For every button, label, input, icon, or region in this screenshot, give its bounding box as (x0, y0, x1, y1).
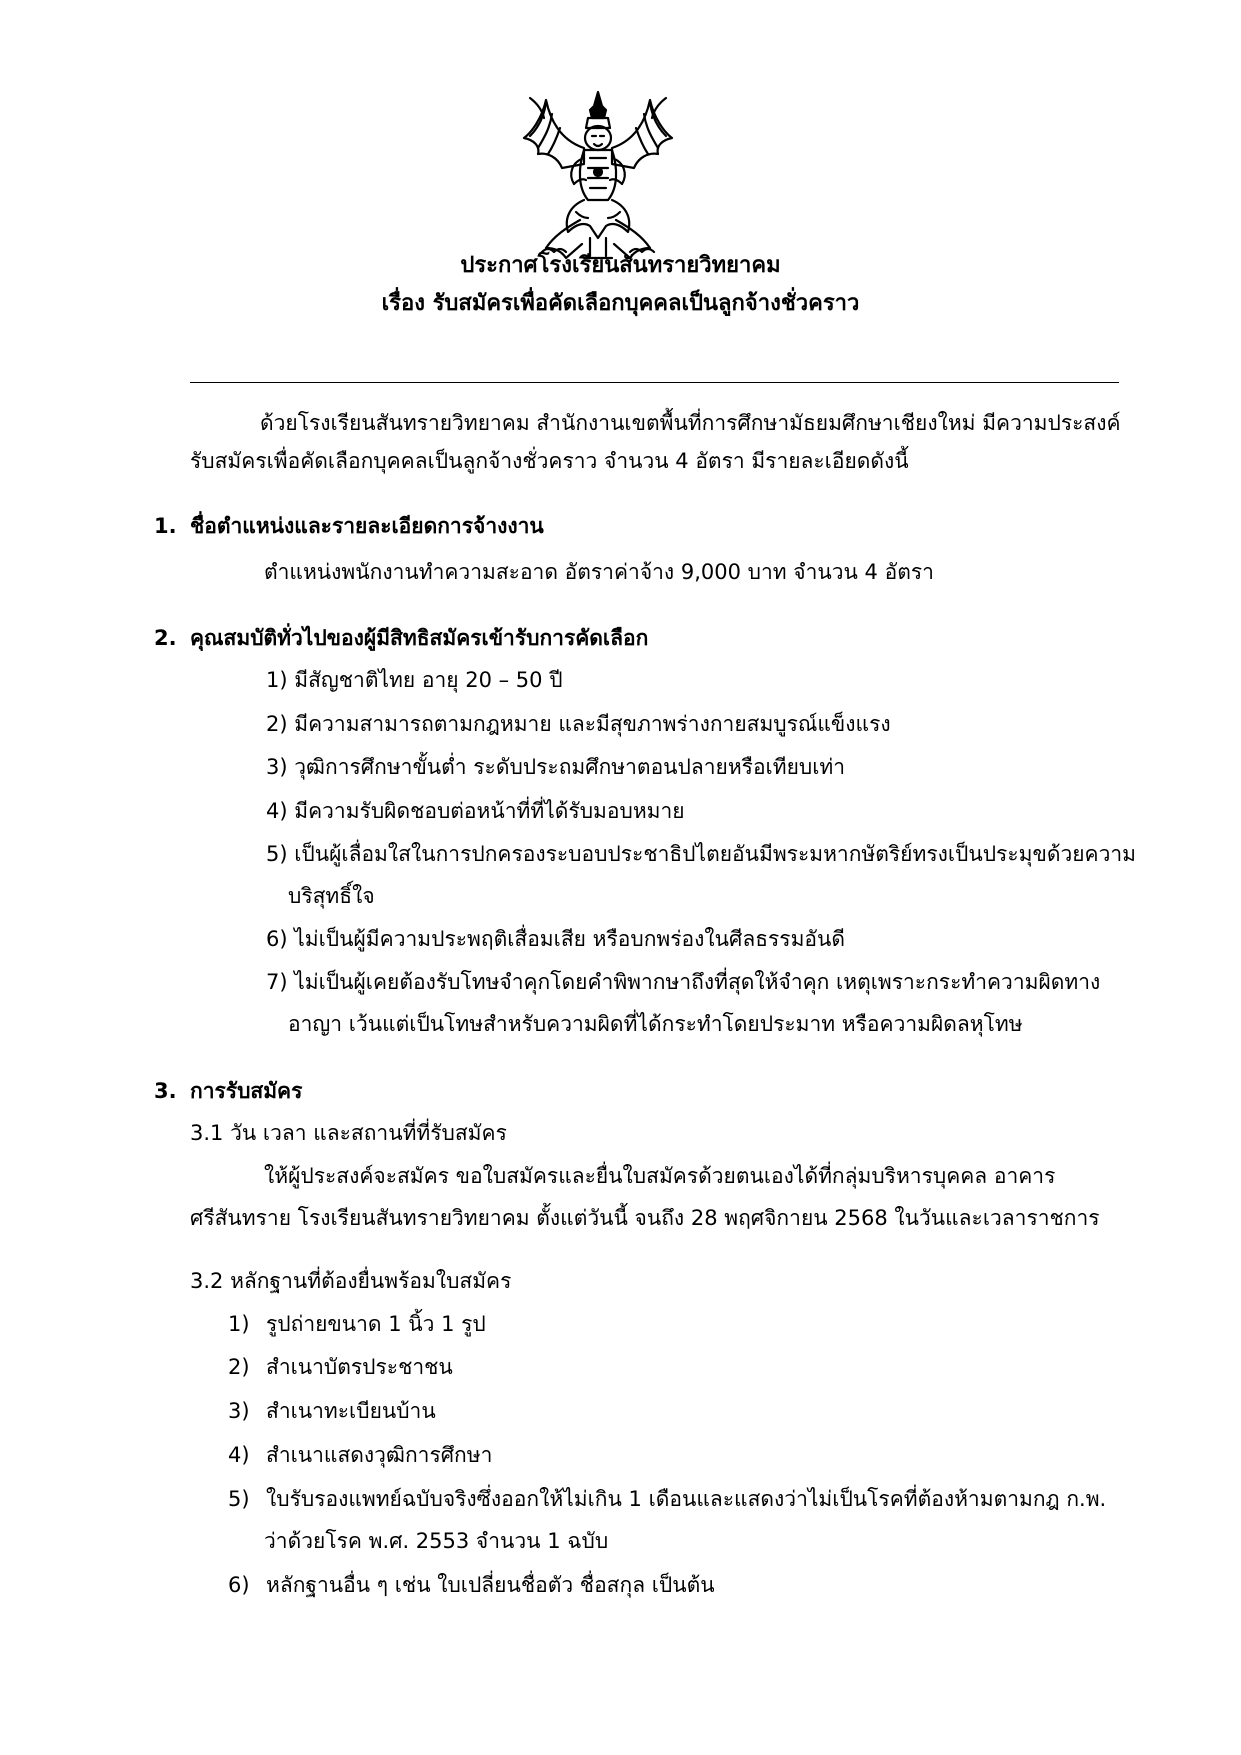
qualification-item: 5) เป็นผู้เลื่อมใสในการปกครองระบอบประชาธิปไตยอันมีพระมหากษัตริย์ทรงเป็นประมุขด้วยความ (266, 842, 1137, 866)
section-1-heading: ชื่อตำแหน่งและรายละเอียดการจ้างงาน (190, 514, 544, 538)
document-item-continuation: ว่าด้วยโรค พ.ศ. 2553 จำนวน 1 ฉบับ (264, 1529, 609, 1553)
document-item-text: สำเนาบัตรประชาชน (266, 1355, 453, 1379)
document-item-text: รูปถ่ายขนาด 1 นิ้ว 1 รูป (266, 1312, 486, 1336)
document-item-text: ใบรับรองแพทย์ฉบับจริงซึ่งออกให้ไม่เกิน 1 เดือนและแสดงว่าไม่เป็นโรคที่ต้องห้ามตามกฎ ก.พ. (266, 1487, 1107, 1511)
section-3-1-line-2: ศรีสันทราย โรงเรียนสันทรายวิทยาคม ตั้งแต่วันนี้ จนถึง 28 พฤศจิกายน 2568 ในวันและเวลาราชการ (190, 1206, 1100, 1230)
document-item-number: 1) (228, 1312, 250, 1336)
document-item-text: สำเนาแสดงวุฒิการศึกษา (266, 1443, 493, 1467)
section-3-number: 3. (154, 1079, 177, 1103)
intro-line-1: ด้วยโรงเรียนสันทรายวิทยาคม สำนักงานเขตพื้นที่การศึกษามัธยมศึกษาเชียงใหม่ มีความประสงค์ (260, 411, 1121, 435)
qualification-item-continuation: บริสุทธิ์ใจ (288, 884, 375, 908)
section-2-heading: คุณสมบัติทั่วไปของผู้มีสิทธิสมัครเข้ารับการคัดเลือก (190, 626, 649, 650)
garuda-emblem-icon (518, 88, 678, 264)
document-item-number: 2) (228, 1355, 250, 1379)
document-item-number: 4) (228, 1443, 250, 1467)
qualification-item: 1) มีสัญชาติไทย อายุ 20 – 50 ปี (266, 668, 563, 692)
section-1-position: ตำแหน่งพนักงานทำความสะอาด อัตราค่าจ้าง 9,000 บาท จำนวน 4 อัตรา (264, 560, 934, 584)
qualification-item: 7) ไม่เป็นผู้เคยต้องรับโทษจำคุกโดยคำพิพากษาถึงที่สุดให้จำคุก เหตุเพราะกระทำความผิดทาง (266, 970, 1101, 994)
qualification-item-continuation: อาญา เว้นแต่เป็นโทษสำหรับความผิดที่ได้กระทำโดยประมาท หรือความผิดลหุโทษ (288, 1012, 1023, 1036)
intro-line-2: รับสมัครเพื่อคัดเลือกบุคคลเป็นลูกจ้างชั่วคราว จำนวน 4 อัตรา มีรายละเอียดดังนี้ (190, 449, 909, 473)
section-3-1-heading: 3.1 วัน เวลา และสถานที่ที่รับสมัคร (190, 1121, 507, 1145)
section-2-number: 2. (154, 626, 177, 650)
qualification-item: 6) ไม่เป็นผู้มีความประพฤติเสื่อมเสีย หรือบกพร่องในศีลธรรมอันดี (266, 927, 846, 951)
document-item-number: 6) (228, 1573, 250, 1597)
announcement-subject: เรื่อง รับสมัครเพื่อคัดเลือกบุคคลเป็นลูกจ้างชั่วคราว (381, 291, 860, 316)
document-item-text: สำเนาทะเบียนบ้าน (266, 1399, 436, 1423)
qualification-item: 4) มีความรับผิดชอบต่อหน้าที่ที่ได้รับมอบหมาย (266, 799, 685, 823)
qualification-item: 3) วุฒิการศึกษาขั้นต่ำ ระดับประถมศึกษาตอนปลายหรือเทียบเท่า (266, 755, 846, 779)
section-3-2-heading: 3.2 หลักฐานที่ต้องยื่นพร้อมใบสมัคร (190, 1269, 512, 1293)
document-item-text: หลักฐานอื่น ๆ เช่น ใบเปลี่ยนชื่อตัว ชื่อสกุล เป็นต้น (266, 1573, 715, 1597)
section-3-1-line-1: ให้ผู้ประสงค์จะสมัคร ขอใบสมัครและยื่นใบสมัครด้วยตนเองได้ที่กลุ่มบริหารบุคคล อาคาร (264, 1164, 1056, 1188)
title-divider (190, 382, 1119, 383)
qualification-item: 2) มีความสามารถตามกฎหมาย และมีสุขภาพร่างกายสมบูรณ์แข็งแรง (266, 712, 891, 736)
document-item-number: 5) (228, 1487, 250, 1511)
announcement-title: ประกาศโรงเรียนสันทรายวิทยาคม (460, 253, 781, 278)
section-1-number: 1. (154, 514, 177, 538)
section-3-heading: การรับสมัคร (190, 1079, 303, 1103)
document-item-number: 3) (228, 1399, 250, 1423)
